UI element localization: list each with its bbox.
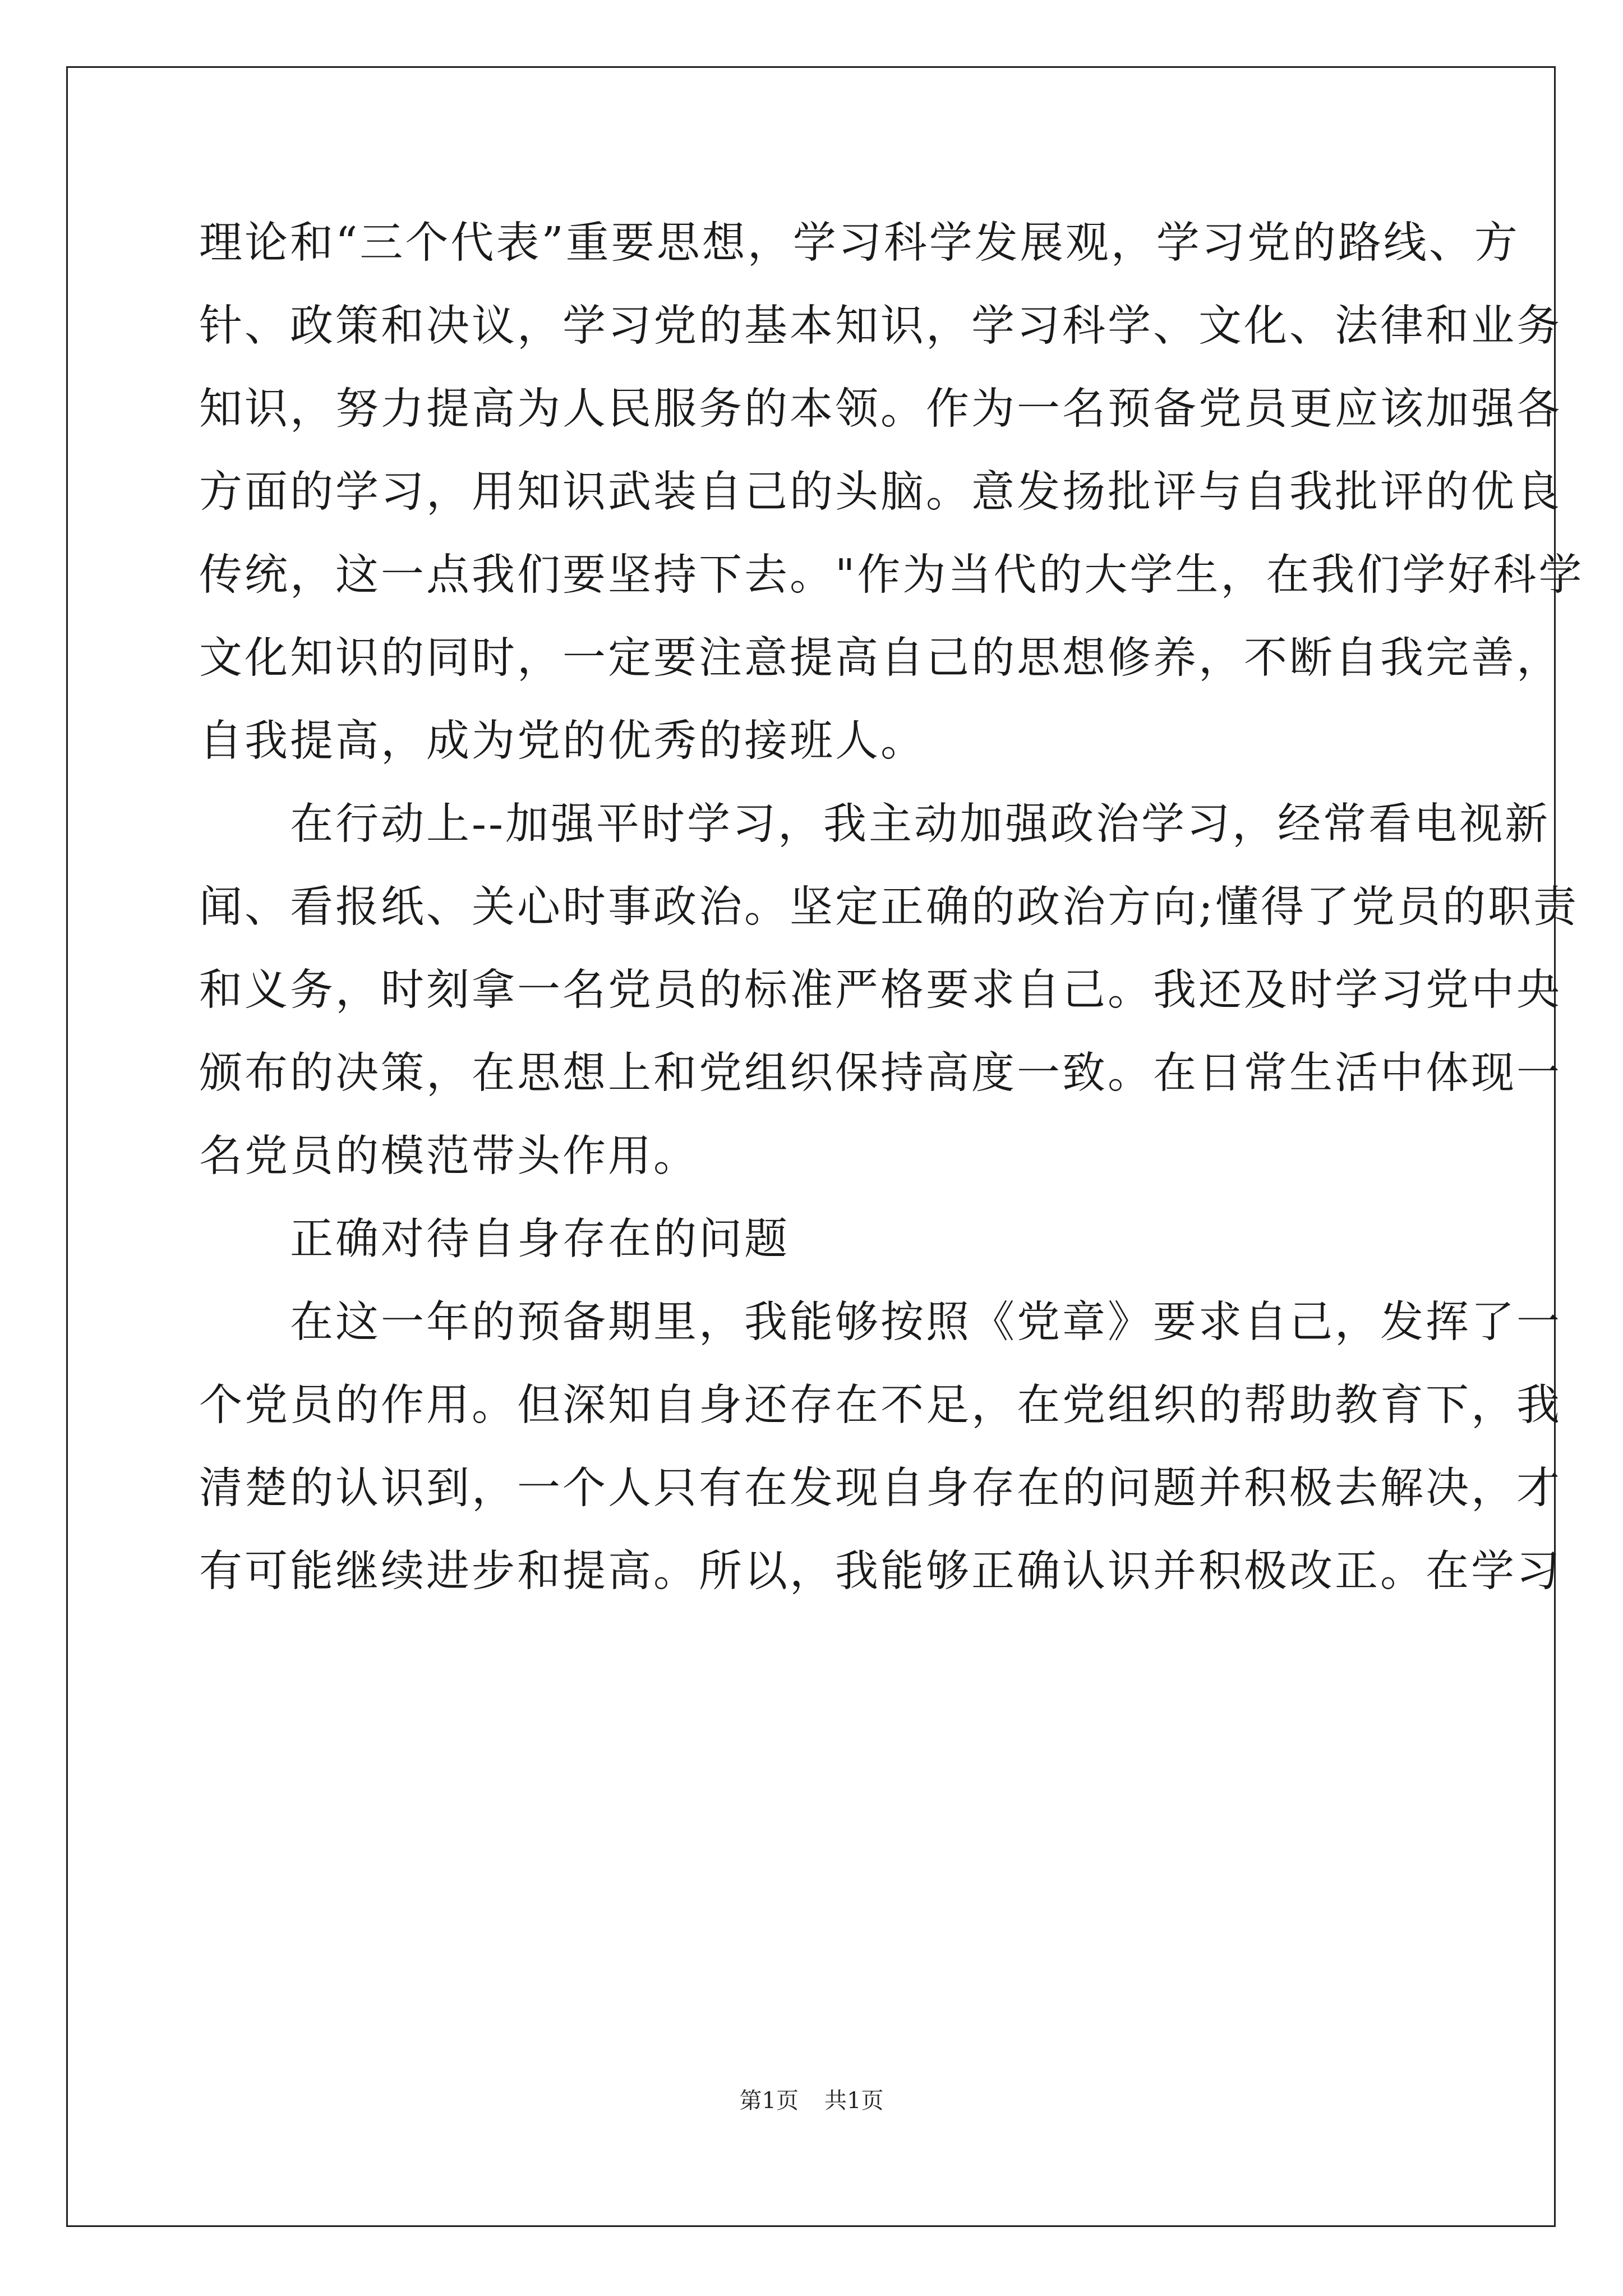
text-line: 传统，这一点我们要坚持下去。"作为当代的大学生，在我们学好科学 — [199, 550, 1584, 600]
text-line: 文化知识的同时，一定要注意提高自己的思想修养，不断自我完善， — [199, 633, 1562, 683]
section-heading: 正确对待自身存在的问题 — [199, 1214, 790, 1264]
text-line: 有可能继续进步和提高。所以，我能够正确认识并积极改正。在学习 — [199, 1547, 1562, 1596]
document-body — [199, 202, 1584, 1613]
text-line: 清楚的认识到，一个人只有在发现自身存在的问题并积极去解决，才 — [199, 1464, 1562, 1513]
text-line: 自我提高，成为党的优秀的接班人。 — [199, 716, 926, 766]
text-line: 和义务，时刻拿一名党员的标准严格要求自己。我还及时学习党中央 — [199, 965, 1562, 1015]
page-footer — [0, 2087, 1623, 2115]
page-number: 第1页 — [739, 2088, 799, 2114]
text-line: 名党员的模范带头作用。 — [199, 1131, 699, 1181]
text-line: 知识，努力提高为人民服务的本领。作为一名预备党员更应该加强各 — [199, 384, 1562, 434]
text-line: 在这一年的预备期里，我能够按照《党章》要求自己，发挥了一 — [199, 1297, 1562, 1347]
text-line: 在行动上--加强平时学习，我主动加强政治学习，经常看电视新 — [199, 799, 1551, 849]
text-line: 颁布的决策，在思想上和党组织保持高度一致。在日常生活中体现一 — [199, 1048, 1562, 1098]
text-line: 针、政策和决议，学习党的基本知识，学习科学、文化、法律和业务 — [199, 301, 1562, 351]
text-line: 方面的学习，用知识武装自己的头脑。意发扬批评与自我批评的优良 — [199, 467, 1562, 517]
page-total: 共1页 — [824, 2088, 884, 2114]
text-line: 个党员的作用。但深知自身还存在不足，在党组织的帮助教育下，我 — [199, 1381, 1562, 1430]
text-line: 闻、看报纸、关心时事政治。坚定正确的政治方向;懂得了党员的职责 — [199, 882, 1579, 932]
text-line: 理论和“三个代表”重要思想，学习科学发展观，学习党的路线、方 — [199, 218, 1520, 268]
